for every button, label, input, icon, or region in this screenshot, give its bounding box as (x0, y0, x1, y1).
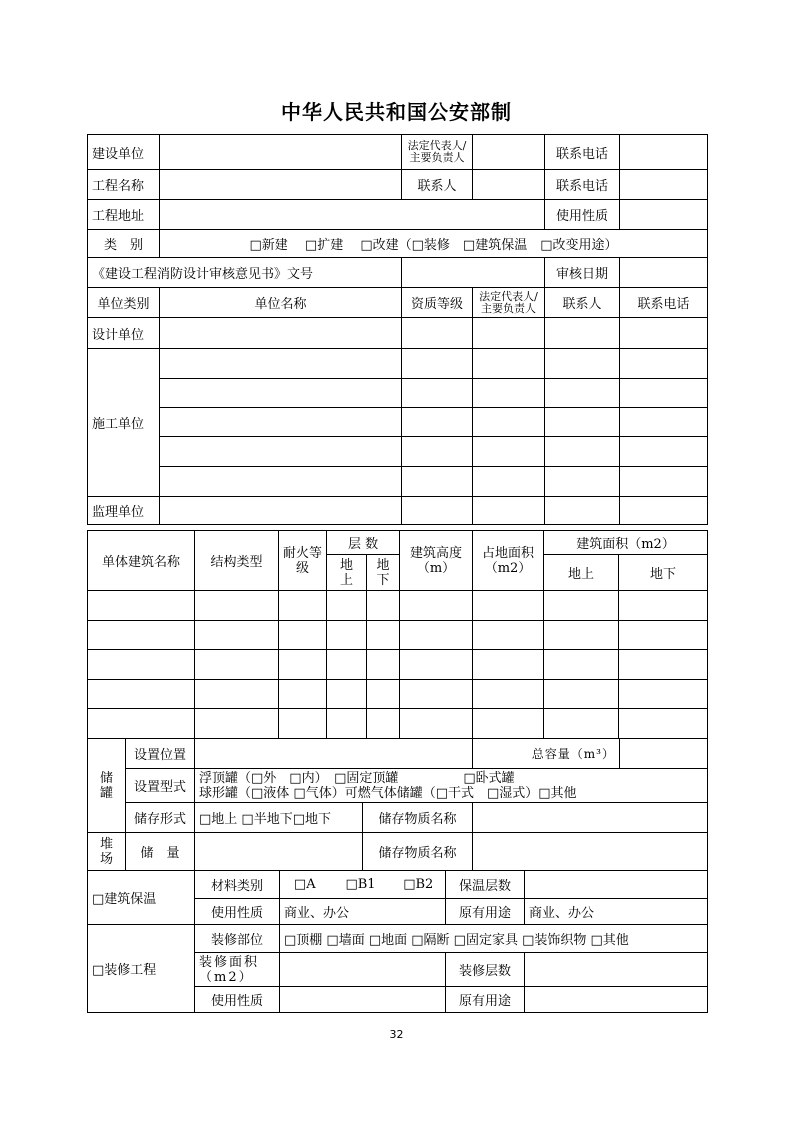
supervision-unit-label: 监理单位 (88, 497, 160, 525)
table-cell[interactable] (619, 680, 708, 709)
table-cell[interactable] (195, 680, 279, 709)
table-cell[interactable] (279, 709, 327, 739)
table-cell[interactable] (367, 680, 400, 709)
decoration-area-label: 装修面积（m2） (195, 953, 280, 987)
table-cell[interactable] (195, 709, 279, 739)
opinion-doc-label: 《建设工程消防设计审核意见书》文号 (88, 258, 402, 288)
fire-rating-header: 耐火等级 (279, 531, 327, 591)
insulation-decoration-table (87, 870, 708, 1013)
footprint-header: 占地面积（m2） (473, 531, 544, 591)
contact-phone-field-2[interactable] (620, 170, 708, 200)
table-cell[interactable] (88, 680, 195, 709)
use-nature-label: 使用性质 (545, 200, 620, 230)
decoration-part-options[interactable]: □顶棚 □墙面 □地面 □隔断 □固定家具 □装饰织物 □其他 (280, 925, 708, 953)
decoration-use-field[interactable] (280, 987, 446, 1013)
page-number: 32 (389, 1028, 404, 1041)
contact-phone-label: 联系电话 (545, 135, 620, 170)
table-cell[interactable] (160, 408, 402, 437)
table-cell[interactable] (160, 349, 402, 379)
table-cell[interactable] (473, 408, 545, 437)
table-cell[interactable] (544, 591, 619, 621)
project-name-field[interactable] (160, 170, 402, 200)
table-cell[interactable] (160, 318, 402, 349)
opinion-doc-field[interactable] (402, 258, 545, 288)
contact-person-label: 联系人 (402, 170, 473, 200)
table-cell[interactable] (620, 408, 708, 437)
table-cell[interactable] (473, 680, 544, 709)
reserve-label: 储 量 (126, 833, 195, 871)
table-cell[interactable] (400, 621, 473, 650)
material-name-label: 储存物质名称 (363, 803, 473, 833)
review-date-field[interactable] (620, 258, 708, 288)
setup-type-options-2[interactable]: 球形罐（□液体 □气体）可燃气体储罐（□干式 □湿式）□其他 (199, 785, 577, 801)
table-cell[interactable] (544, 709, 619, 739)
decoration-original-label: 原有用途 (446, 987, 525, 1013)
table-cell[interactable] (160, 437, 402, 467)
location-field[interactable] (195, 739, 473, 769)
table-cell[interactable] (400, 591, 473, 621)
reserve-field[interactable] (195, 833, 363, 871)
table-cell[interactable] (402, 497, 473, 525)
material-name-label-2: 储存物质名称 (363, 833, 473, 871)
insulation-original-value[interactable]: 商业、办公 (525, 899, 708, 925)
decoration-parts-label: 装修部位 (195, 925, 280, 953)
build-unit-field[interactable] (160, 135, 402, 170)
table-cell[interactable] (402, 437, 473, 467)
opt-b1-checkbox[interactable]: □B1 (330, 871, 392, 899)
table-cell[interactable] (88, 591, 195, 621)
floors-header: 层 数 (327, 531, 400, 555)
project-address-label: 工程地址 (88, 200, 160, 230)
floors-above-header: 地上 (327, 555, 367, 591)
table-cell[interactable] (473, 497, 545, 525)
storage-form-label: 储存形式 (126, 803, 195, 833)
table-cell[interactable] (545, 497, 620, 525)
table-cell[interactable] (402, 318, 473, 349)
unit-legal-rep-header: 法定代表人/主要负责人 (473, 288, 545, 318)
area-header: 建筑面积（m2） (544, 531, 708, 555)
table-cell[interactable] (88, 709, 195, 739)
insulation-layer-label: 保温层数 (446, 871, 525, 899)
category-label: 类 别 (88, 230, 160, 258)
use-nature-field[interactable] (620, 200, 708, 230)
storage-table (87, 738, 708, 871)
material-name-field-2[interactable] (473, 833, 708, 871)
table-cell[interactable] (327, 680, 367, 709)
legal-rep-label: 法定代表人/主要负责人 (402, 135, 473, 170)
table-cell[interactable] (620, 437, 708, 467)
project-address-field[interactable] (160, 200, 545, 230)
unit-phone-header: 联系电话 (620, 288, 708, 318)
location-label: 设置位置 (126, 739, 195, 769)
table-cell[interactable] (402, 408, 473, 437)
table-cell[interactable] (400, 680, 473, 709)
table-cell[interactable] (160, 379, 402, 408)
insulation-use-value[interactable]: 商业、办公 (280, 899, 446, 925)
insulation-label[interactable]: □建筑保温 (88, 871, 195, 925)
table-cell[interactable] (473, 591, 544, 621)
table-cell[interactable] (160, 497, 402, 525)
table-cell[interactable] (544, 680, 619, 709)
table-cell[interactable] (195, 621, 279, 650)
table-cell[interactable] (473, 437, 545, 467)
table-cell[interactable] (279, 650, 327, 680)
table-cell[interactable] (327, 709, 367, 739)
opt-a-checkbox[interactable]: □A (280, 871, 330, 899)
table-cell[interactable] (620, 497, 708, 525)
table-cell[interactable] (88, 650, 195, 680)
table-cell[interactable] (367, 591, 400, 621)
insulation-layer-field[interactable] (525, 871, 708, 899)
unit-category-header: 单位类别 (88, 288, 160, 318)
table-cell[interactable] (400, 650, 473, 680)
table-cell[interactable] (545, 437, 620, 467)
contact-person-field[interactable] (473, 170, 545, 200)
table-cell[interactable] (619, 650, 708, 680)
table-cell[interactable] (402, 379, 473, 408)
setup-type-label: 设置型式 (126, 769, 195, 803)
table-cell[interactable] (545, 318, 620, 349)
table-cell[interactable] (619, 709, 708, 739)
decoration-label[interactable]: □装修工程 (88, 925, 195, 1013)
project-info-table (87, 134, 708, 525)
table-cell[interactable] (473, 318, 545, 349)
table-cell[interactable] (620, 467, 708, 497)
table-cell[interactable] (88, 621, 195, 650)
setup-type-options-1[interactable]: 浮顶罐（□外 □内） □固定顶罐 □卧式罐 (199, 770, 515, 786)
table-cell[interactable] (620, 318, 708, 349)
table-cell[interactable] (619, 621, 708, 650)
decoration-original-field[interactable] (525, 987, 708, 1013)
table-cell[interactable] (544, 621, 619, 650)
qualification-header: 资质等级 (402, 288, 473, 318)
table-cell[interactable] (473, 709, 544, 739)
review-date-label: 审核日期 (545, 258, 620, 288)
storage-form-options[interactable]: □地上 □半地下□地下 (195, 803, 363, 833)
tank-label: 储罐 (88, 739, 126, 833)
floors-below-header: 地下 (367, 555, 400, 591)
construction-unit-label: 施工单位 (88, 349, 160, 497)
table-cell[interactable] (620, 379, 708, 408)
decoration-floors-field[interactable] (525, 953, 708, 987)
table-cell[interactable] (402, 467, 473, 497)
project-name-label: 工程名称 (88, 170, 160, 200)
material-type-label: 材料类别 (195, 871, 280, 899)
contact-phone-field[interactable] (620, 135, 708, 170)
table-cell[interactable] (620, 349, 708, 379)
total-capacity-label: 总容量（m³） (473, 739, 620, 769)
area-above-header: 地上 (544, 555, 619, 591)
table-cell[interactable] (473, 621, 544, 650)
building-name-header: 单体建筑名称 (88, 531, 195, 591)
table-cell[interactable] (473, 379, 545, 408)
table-cell[interactable] (195, 591, 279, 621)
build-unit-label: 建设单位 (88, 135, 160, 170)
yard-label: 堆场 (88, 833, 126, 871)
total-capacity-field[interactable] (620, 739, 708, 769)
contact-phone-label-2: 联系电话 (545, 170, 620, 200)
design-unit-label: 设计单位 (88, 318, 160, 349)
table-cell[interactable] (160, 467, 402, 497)
table-cell[interactable] (279, 591, 327, 621)
unit-contact-header: 联系人 (545, 288, 620, 318)
table-cell[interactable] (544, 650, 619, 680)
table-cell[interactable] (195, 650, 279, 680)
decoration-area-field[interactable] (280, 953, 446, 987)
table-cell[interactable] (367, 650, 400, 680)
legal-rep-field[interactable] (473, 135, 545, 170)
table-cell[interactable] (367, 709, 400, 739)
structure-header: 结构类型 (195, 531, 279, 591)
opt-b2-checkbox[interactable]: □B2 (392, 871, 446, 899)
buildings-table (87, 530, 708, 739)
table-cell[interactable] (402, 349, 473, 379)
table-cell[interactable] (367, 621, 400, 650)
table-cell[interactable] (327, 650, 367, 680)
table-cell[interactable] (279, 621, 327, 650)
table-cell[interactable] (473, 349, 545, 379)
table-cell[interactable] (473, 650, 544, 680)
category-options[interactable]: □新建 □扩建 □改建（□装修 □建筑保温 □改变用途） (160, 230, 708, 258)
table-cell[interactable] (327, 621, 367, 650)
area-below-header: 地下 (619, 555, 708, 591)
table-cell[interactable] (545, 467, 620, 497)
material-name-field[interactable] (473, 803, 708, 833)
decoration-floors-label: 装修层数 (446, 953, 525, 987)
decoration-use-label: 使用性质 (195, 987, 280, 1013)
table-cell[interactable] (279, 680, 327, 709)
unit-name-header: 单位名称 (160, 288, 402, 318)
insulation-original-label: 原有用途 (446, 899, 525, 925)
table-cell[interactable] (327, 591, 367, 621)
table-cell[interactable] (545, 379, 620, 408)
table-cell[interactable] (473, 467, 545, 497)
height-header: 建筑高度（m） (400, 531, 473, 591)
insulation-use-label: 使用性质 (195, 899, 280, 925)
page-title: 中华人民共和国公安部制 (281, 100, 512, 124)
table-cell[interactable] (545, 408, 620, 437)
table-cell[interactable] (619, 591, 708, 621)
table-cell[interactable] (400, 709, 473, 739)
table-cell[interactable] (545, 349, 620, 379)
